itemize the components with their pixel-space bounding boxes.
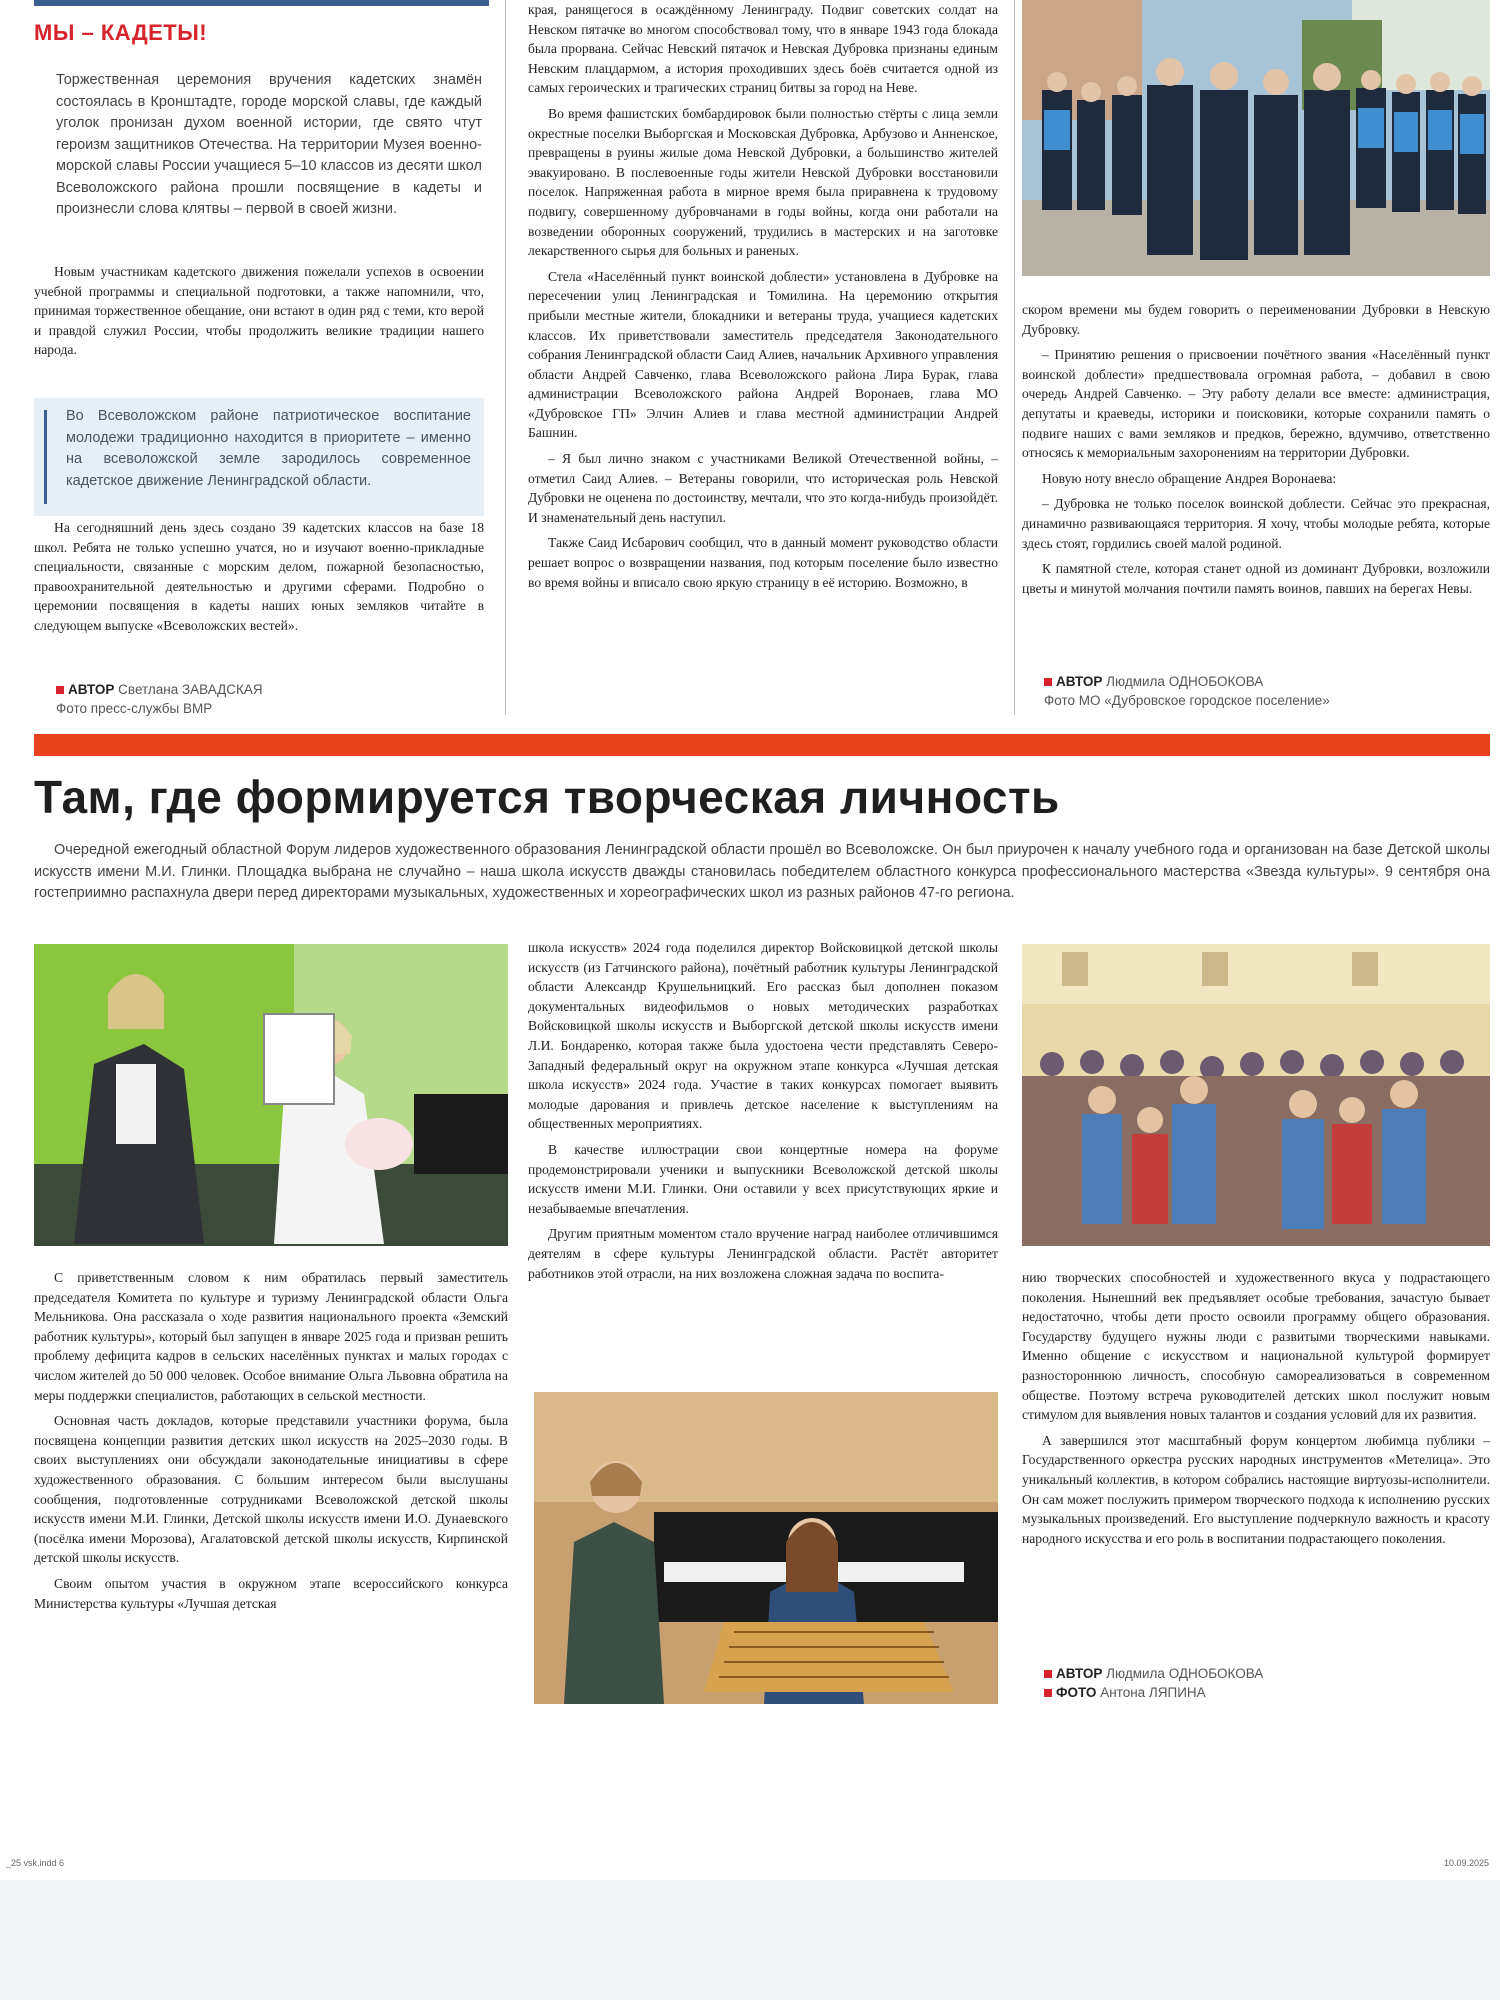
forum-paragraph: Своим опытом участия в окружном этапе всероссийского конкурса Министерства культуры «Лучшая детская [34, 1575, 508, 1611]
audience-hall-photo [1022, 944, 1490, 1246]
author-name: Людмила ОДНОБОКОВА [1106, 674, 1264, 689]
dubrovka-paragraph: края, ранящегося в осаждённому Ленинграду. Подвиг советских солдат на Невском пятачке во многом способствовал тому, что в январе 1943 года блокада была прорвана. Сейчас Невский пятачок и Невская Дубровка признаны единым Невским плацдармом, а история проходивших здесь боёв считается одной из самых героических и трагических страниц битвы за город на Неве. [528, 2, 998, 96]
author-label: АВТОР [1056, 674, 1103, 689]
column-divider [505, 0, 506, 715]
cadets-lead: Торжественная церемония вручения кадетских знамён состоялась в Кронштадте, городе морской славы, где каждый уголок пронизан духом военной истории, где свято чтут героизм защитников Отечества. На территории Музея военно-морской славы России учащиеся 5–10 классов из десяти школ Всеволожского района прошли посвящение в кадеты и произнесли слова клятвы – первой в своей жизни. [56, 72, 482, 217]
dubrovka-paragraph: – Я был лично знаком с участниками Великой Отечественной войны, – отметил Саид Алиев. – Ветераны говорили, что историческая роль Невской Дубровки не оценена по достоинству, мечтали, что это когда-нибудь произойдёт. И знаменательный день наступил. [528, 451, 998, 525]
photographer-name: Антона ЛЯПИНА [1100, 1685, 1206, 1700]
author-name: Светлана ЗАВАДСКАЯ [118, 682, 263, 697]
dubrovka-paragraph: – Принятию решения о присвоении почётного звания «Населённый пункт воинской доблести» предшествовала огромная работа, – добавил в свою очередь Андрей Савченко. – Эту работу делали все вместе: администрация, депутаты и краеведы, историки и поисковики, которые сохранили память о подвиге наших с вами земляков и предков, бережно, вдумчиво, ответственно относясь к мемориальным захоронениям на территории Дубровки. [1022, 347, 1490, 461]
cadets-body-1 [34, 262, 484, 392]
cadets-heading: МЫ – КАДЕТЫ! [34, 20, 208, 45]
photo-credit: Фото МО «Дубровское городское поселение» [1044, 693, 1330, 708]
dubrovka-column-2 [528, 0, 998, 715]
footer-date: 10.09.2025 [1444, 1858, 1490, 1868]
cadets-byline [56, 680, 263, 718]
forum-column-1 [34, 1268, 508, 1718]
forum-byline [1044, 1664, 1263, 1702]
author-label: АВТОР [68, 682, 115, 697]
column-divider [1014, 0, 1015, 715]
musicians-photo [534, 1392, 998, 1704]
forum-paragraph: школа искусств» 2024 года поделился директор Войсковицкой детской школы искусств (из Гатчинского района), почётный работник культуры Ленинградской области Александр Крушельницкий. Его рассказ был дополнен показом документальных видеофильмов о новых методических разработках Войсковицкой школы искусств и Выборгской детской школы искусств имени Л.И. Бондаренко, которая также была удостоена чести представлять Северо-Западный федеральный округ на окружном этапе конкурса «Лучшая детская школа искусств» 2024 года. Участие в таких конкурсах помогает выявить молодые дарования и привлечь детское население к выступлениям на общественных мероприятиях. [528, 940, 998, 1132]
top-color-strip [34, 0, 489, 6]
byline-marker [56, 686, 64, 694]
photo-credit: Фото пресс-службы ВМР [56, 701, 213, 716]
byline-marker [1044, 1670, 1052, 1678]
award-ceremony-photo [34, 944, 508, 1246]
forum-paragraph: В качестве иллюстрации свои концертные номера на форуме продемонстрировали ученики и выпускники Всеволожской детской школы искусств имени М.И. Глинки. Они оставили у всех присутствующих яркие и незабываемые впечатления. [528, 1141, 998, 1216]
dubrovka-paragraph: Также Саид Исбарович сообщил, что в данный момент руководство области решает вопрос о возвращении названия, под которым поселение было известно во время войны и вписало свою яркую страницу в её историю. Возможно, в [528, 535, 998, 590]
cadets-group-photo [1022, 0, 1490, 276]
dubrovka-paragraph: К памятной стеле, которая станет одной из доминант Дубровки, возложили цветы и минутой молчания почтили память воинов, павших на берегах Невы. [1022, 561, 1490, 596]
cadets-pull-quote [34, 398, 484, 516]
photo-label: ФОТО [1056, 1685, 1097, 1700]
byline-marker [1044, 1689, 1052, 1697]
quote-accent-bar [44, 410, 47, 504]
dubrovka-byline [1044, 672, 1330, 710]
forum-paragraph: С приветственным словом к ним обратилась первый заместитель председателя Комитета по культуре и туризму Ленинградской области Ольга Мельникова. Она рассказала о ходе развития национального проекта «Земский работник культуры», который был запущен в январе 2025 года и призван решить проблему дефицита кадров в сельских населённых пунктах и малых городах с числом жителей до 50 000 человек. Особое внимание Ольга Львовна обратила на меры поддержки специалистов, работающих в сельской местности. [34, 1270, 508, 1403]
forum-lead: Очередной ежегодный областной Форум лидеров художественного образования Ленинградской области прошёл во Всеволожске. Он был приурочен к началу учебного года и организован на базе Детской школы искусств имени М.И. Глинки. Площадка выбрана не случайно – наша школа искусств дважды становилась победителем областного конкурса профессионального мастерства «Звезда культуры». 9 сентября она гостеприимно распахнула двери перед директорами музыкальных, художественных и хореографических школ из разных районов 47-го региона. [34, 842, 1490, 901]
forum-paragraph: Основная часть докладов, которые представили участники форума, была посвящена концепции развития детских школ искусств на 2025–2030 годы. В своих выступлениях они обсуждали законодательные инициативы в сфере художественного образования. С большим интересом были выслушаны сообщения, подготовленные сотрудниками Всеволожской детской школы искусств имени М.И. Глинки, Детской школы искусств имени И.О. Дунаевского (посёлка имени Морозова), Агалатовской детской школы искусств, Кирпинской детской школы искусств. [34, 1413, 508, 1566]
forum-headline: Там, где формируется творческая личность [34, 771, 1060, 823]
forum-column-3 [1022, 1268, 1490, 1656]
quote-text: Во Всеволожском районе патриотическое воспитание молодежи традиционно находится в приоритете – именно на всеволожской земле зародилось современное кадетское движение Ленинградской области. [66, 408, 471, 489]
dubrovka-paragraph: – Дубровка не только поселок воинской доблести. Сейчас это прекрасная, динамично развивающаяся территория. Я хочу, чтобы молодые ребята, которые здесь стоят, гордились своей малой родиной. [1022, 496, 1490, 551]
dubrovka-paragraph: Новую ноту внесло обращение Андрея Воронаева: [1042, 470, 1337, 486]
cadets-paragraph: На сегодняшний день здесь создано 39 кадетских классов на базе 18 школ. Ребята не только успешно учатся, но и изучают военно-прикладные специальности, связанные с морским делом, пожарной безопасностью, правоохранительной деятельностью и другими сферами. Подробно о церемонии посвящения в кадеты наших юных земляков читайте в следующем выпуске «Всеволожских вестей». [34, 520, 484, 633]
dubrovka-paragraph: Стела «Населённый пункт воинской доблести» установлена в Дубровке на пересечении улиц Ленинградская и Томилина. На церемонию открытия прибыли местные жители, блокадники и ветераны труда, учащиеся кадетских классов. Их приветствовали заместитель председателя Законодательного собрания Ленинградской области Саид Алиев, начальник Архивного управления области Андрей Савченко, глава Всеволожского района Лира Бурак, глава администрации Всеволожского района Андрей Воронаев, глава МО «Дубровское ГП» Элчин Алиев и глава местной администрации Андрей Башнин. [528, 268, 998, 441]
footer-file-info: _25 vsk.indd 6 [6, 1858, 65, 1868]
forum-column-2 [528, 938, 998, 1372]
byline-marker [1044, 678, 1052, 686]
cadets-body-2 [34, 518, 484, 678]
forum-paragraph: Другим приятным моментом стало вручение наград наиболее отличившимся деятелям в сфере культуры Ленинградской области. Растёт авторитет работников этой отрасли, на них возложена сложная задача по воспита- [528, 1226, 998, 1281]
section-divider-bar [34, 734, 1490, 756]
author-label: АВТОР [1056, 1666, 1103, 1681]
cadets-paragraph: Новым участникам кадетского движения пожелали успехов в освоении учебной программы и специальной подготовки, а также напомнили, что, принимая торжественное обещание, они встают в один ряд с теми, кто верой и правдой служил России, чтобы продолжить великие традиции нашего народа. [34, 264, 484, 358]
author-name: Людмила ОДНОБОКОВА [1106, 1666, 1264, 1681]
forum-paragraph: нию творческих способностей и художественного вкуса у подрастающего поколения. Нынешний век предъявляет особые требования, зачастую бывает недостаточно, чтобы дети просто освоили программу общего образования. Государству будущего нужны люди с развитыми творческими навыками. Именно общение с искусством и национальной культурой формирует разностороннюю личность, способную самореализоваться в современном обществе. Поэтому встреча руководителей детских школ послужит новым стимулом для выявления новых талантов и создания условий для их развития. [1022, 1270, 1490, 1423]
dubrovka-paragraph: скором времени мы будем говорить о переименовании Дубровки в Невскую Дубровку. [1022, 302, 1490, 337]
dubrovka-paragraph: Во время фашистских бомбардировок были полностью стёрты с лица земли окрестные поселки Выборгская и Московская Дубровка, Арбузово и Анненское, превращены в руины жилые дома Невской Дубровки, а большинство жителей эвакуировано. В послевоенные годы жители Невской Дубровки восстановили поселок. Напряженная работа в мирное время была приравнена к трудовому подвигу, совершенному дубровчанами в годы войны, когда они работали на возведении оборонных сооружений, трудились в мастерских и на заготовке лекарственного сырья для больных и раненых. [528, 105, 998, 259]
forum-paragraph: А завершился этот масштабный форум концертом любимца публики – Государственного оркестра русских народных инструментов «Метелица». Это уникальный коллектив, в котором собрались настоящие виртуозы-исполнители. Он сам может послужить примером творческого подхода к исполнению русских музыкальных произведений. Его выступление подчеркнуло важность и красоту народного искусства и его роль в воспитании подрастающего поколения. [1022, 1432, 1490, 1546]
dubrovka-column-3 [1022, 300, 1490, 670]
